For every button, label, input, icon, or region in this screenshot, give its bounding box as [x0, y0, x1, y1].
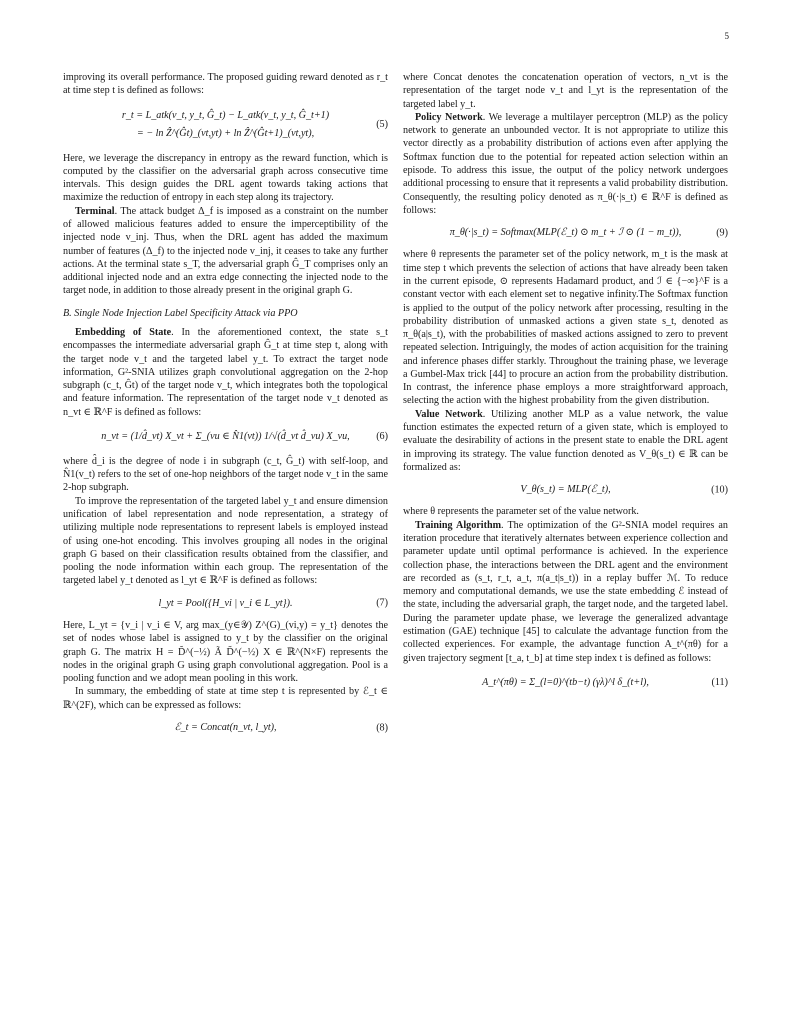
page-number: 5 — [724, 31, 729, 41]
eq5-line2: = − ln Ẑ^(Ĝt)_(vt,yt) + ln Ẑ^(Ĝt+1)_(vt,yt), — [136, 127, 315, 139]
para-concat: where Concat denotes the concatenation operation of vectors, n_vt is the representation of the target node v_t and l_yt is the representation of the targeted label y_t. — [403, 72, 728, 110]
eq7-number: (7) — [376, 597, 388, 609]
para-value — [403, 408, 728, 474]
eq10-body: V_θ(s_t) = MLP(ℰ_t), — [520, 484, 611, 496]
para-summary: In summary, the embedding of state at time step t is represented by ℰ_t ∈ ℝ^(2F), which can be expressed as follows: — [63, 686, 388, 711]
eq11-number: (11) — [711, 676, 728, 688]
training-label: Training Algorithm — [415, 519, 502, 531]
equation-7 — [63, 597, 388, 610]
para-training — [403, 519, 728, 665]
equation-10 — [403, 483, 728, 496]
para-reward: Here, we leverage the discrepancy in entropy as the reward function, which is computed by the classifier on the adversarial graph across consecutive time intervals. This design guides the DRL agent towards taking actions that maximize the reduction of entropy in each step along its trajectory. — [63, 152, 388, 204]
eq9-number: (9) — [716, 227, 728, 239]
equation-6 — [63, 428, 388, 446]
eq10-number: (10) — [711, 484, 728, 496]
equation-5 — [63, 107, 388, 143]
eq11-body: A_t^(πθ) = Σ_(l=0)^(tb−t) (γλ)^l δ_(t+l), — [482, 676, 649, 688]
embedding-label: Embedding of State — [75, 326, 172, 338]
para-embedding — [63, 326, 388, 419]
eq8-body: ℰ_t = Concat(n_vt, l_yt), — [174, 721, 277, 733]
value-text: . Utilizing another MLP as a value network, the value function estimates the expected return of a given state, which is employed to evaluate the desirability of actions in the present state to enable the DRL agent in improving its strategy. The value function denoted as V_θ(s_t) ∈ ℝ can be formalized as: — [403, 408, 728, 473]
para-pool: Here, L_yt = {v_i | v_i ∈ V, arg max_(y∈𝒴) Z^(G)_(vi,y) = y_t} denotes the set of nodes whose label is assigned to y_t by the classifier on the original graph G. The matrix H = D̃^(−½) Ã D̃^(−½) X ∈ ℝ^(N×F) represents the nodes in the original graph G using graph convolutional aggregation. Pool is a pooling function and we adopt mean pooling in this work. — [63, 620, 388, 685]
equation-8 — [63, 721, 388, 734]
para-degree: where d̂_i is the degree of node i in subgraph (c_t, Ĝ_t) with self-loop, and N̂1(v_t) refers to the set of one-hop neighbors of the target node v_t in the same 2-hop subgraph. — [63, 455, 388, 494]
eq5-number: (5) — [376, 118, 388, 130]
eq9-body: π_θ(·|s_t) = Softmax(MLP(ℰ_t) ⊙ m_t + ℐ ⊙ (1 − m_t)), — [449, 227, 682, 239]
value-label: Value Network — [415, 408, 483, 420]
section-title: B. Single Node Injection Label Specificity Attack via PPO — [63, 307, 298, 319]
embedding-text: . In the aforementioned context, the state s_t encompasses the intermediate adversarial graph Ĝ_t at time step t, along with the target node v_t and the targeted label y_t. To extract the target node information, G²-SNIA utilizes graph convolutional aggregation on the 2-hop subgraph (c_t, Ĝt) of the target node v_t, which integrates both the topological and feature information. The representation of the target node v_t denoted as n_vt ∈ ℝ^F is defined as follows: — [63, 326, 388, 418]
terminal-label: Terminal — [75, 205, 115, 217]
eq8-number: (8) — [376, 721, 388, 733]
para-mask: where θ represents the parameter set of the policy network, m_t is the mask at time step t which prevents the selection of actions that have already been taken in the current episode, ⊙ represents Hadamard product, and ℐ ∈ {−∞}^F is a constant vector with each element set to negative infinity.The Softmax function is applied to the output of the policy network after processing, resulting in the probability distribution of unmasked actions a given state s_t, denoted as π_θ(a|s_t), with the probabilities of masked actions assigned to zero to prevent repeated selection. Intriguingly, the modes of action acquisition for the training and inference phases differ starkly. Throughout the training phase, we leverage a Gumbel-Max trick [44] to procure an action from the probability distribution. In contrast, the inference phase employs a more straightforward approach, selecting the action with the highest probability from the given distribution. — [403, 249, 728, 407]
equation-9 — [403, 226, 728, 239]
eq7-body: l_yt = Pool({H_vi | v_i ∈ L_yt}). — [158, 597, 293, 609]
eq5-line1: r_t = L_atk(v_t, y_t, Ĝ_t) − L_atk(v_t, y_t, Ĝ_t+1) — [121, 109, 330, 121]
policy-label: Policy Network — [415, 111, 483, 123]
para-intro: improving its overall performance. The proposed guiding reward denoted as r_t at time step t is defined as follows: — [63, 72, 388, 97]
left-column — [63, 71, 388, 743]
para-theta: where θ represents the parameter set of the value network. — [403, 506, 639, 518]
para-terminal — [63, 205, 388, 298]
para-policy — [403, 111, 728, 217]
right-column — [403, 71, 728, 701]
training-text: . The optimization of the G²-SNIA model requires an iteration procedure that iteratively alternates between experience collection and parameter update until optimal performance is achieved. In the experience collection phase, the interactions between the DRL agent and the environment are recorded as (s_t, r_t, a_t, π(a_t|s_t)) in a replay buffer ℳ. To reduce memory and computational demands, we use the state embedding ℰ instead of the state, including the adversarial graph, the target node, and the targeted label. During the parameter update phase, we leverage the generalized advantage estimation (GAE) technique [45] to calculate the advantage function from the collected experiences. For example, the advantage function A_t^(πθ) for a given trajectory segment [t_a, t_b] at time step index t is defined as follows: — [403, 519, 728, 664]
terminal-text: . The attack budget Δ_f is imposed as a constraint on the number of allowed malicious features added to ensure the imperceptibility of the injected node v_inj. Thus, when the DRL agent has added the maximum number of features (Δ_f) to the injected node v_inj, it ceases to take any further actions. At the terminal state s_T, the adversarial graph Ĝ_T comprises only an additional injected node and an extra edge connecting the injected node to the target node, in addition to those already present in the original graph G. — [63, 205, 388, 297]
para-label-representation: To improve the representation of the targeted label y_t and ensure dimension unification of label representation and node representation, a strategy of utilizing multiple node representations to represent labels is employed instead of using one-hot encoding. This involves grouping all nodes in the original graph G based on their classification results obtained from the classifier, and pooling the node information within each group. The representation of the targeted label y_t denoted as l_yt ∈ ℝ^F is defined as follows: — [63, 495, 388, 587]
equation-11 — [403, 674, 728, 692]
eq6-body: n_vt = (1/d̂_vt) X_vt + Σ_(vu ∈ N̂1(vt)) 1/√(d̂_vt d̂_vu) X_vu, — [101, 430, 350, 442]
eq6-number: (6) — [376, 430, 388, 442]
policy-text: . We leverage a multilayer perceptron (MLP) as the policy network to generate an unbounded vector. It is not appropriate to utilize this vector directly as a probability distribution of actions even after applying the Softmax function due to the potential for repeated action selection within an episode. To address this issue, the output of the policy network undergoes additional processing to ensure that it represents a valid probability distribution. Consequently, the resulting policy denoted as π_θ(·|s_t) ∈ ℝ^F is defined as follows: — [403, 111, 728, 216]
